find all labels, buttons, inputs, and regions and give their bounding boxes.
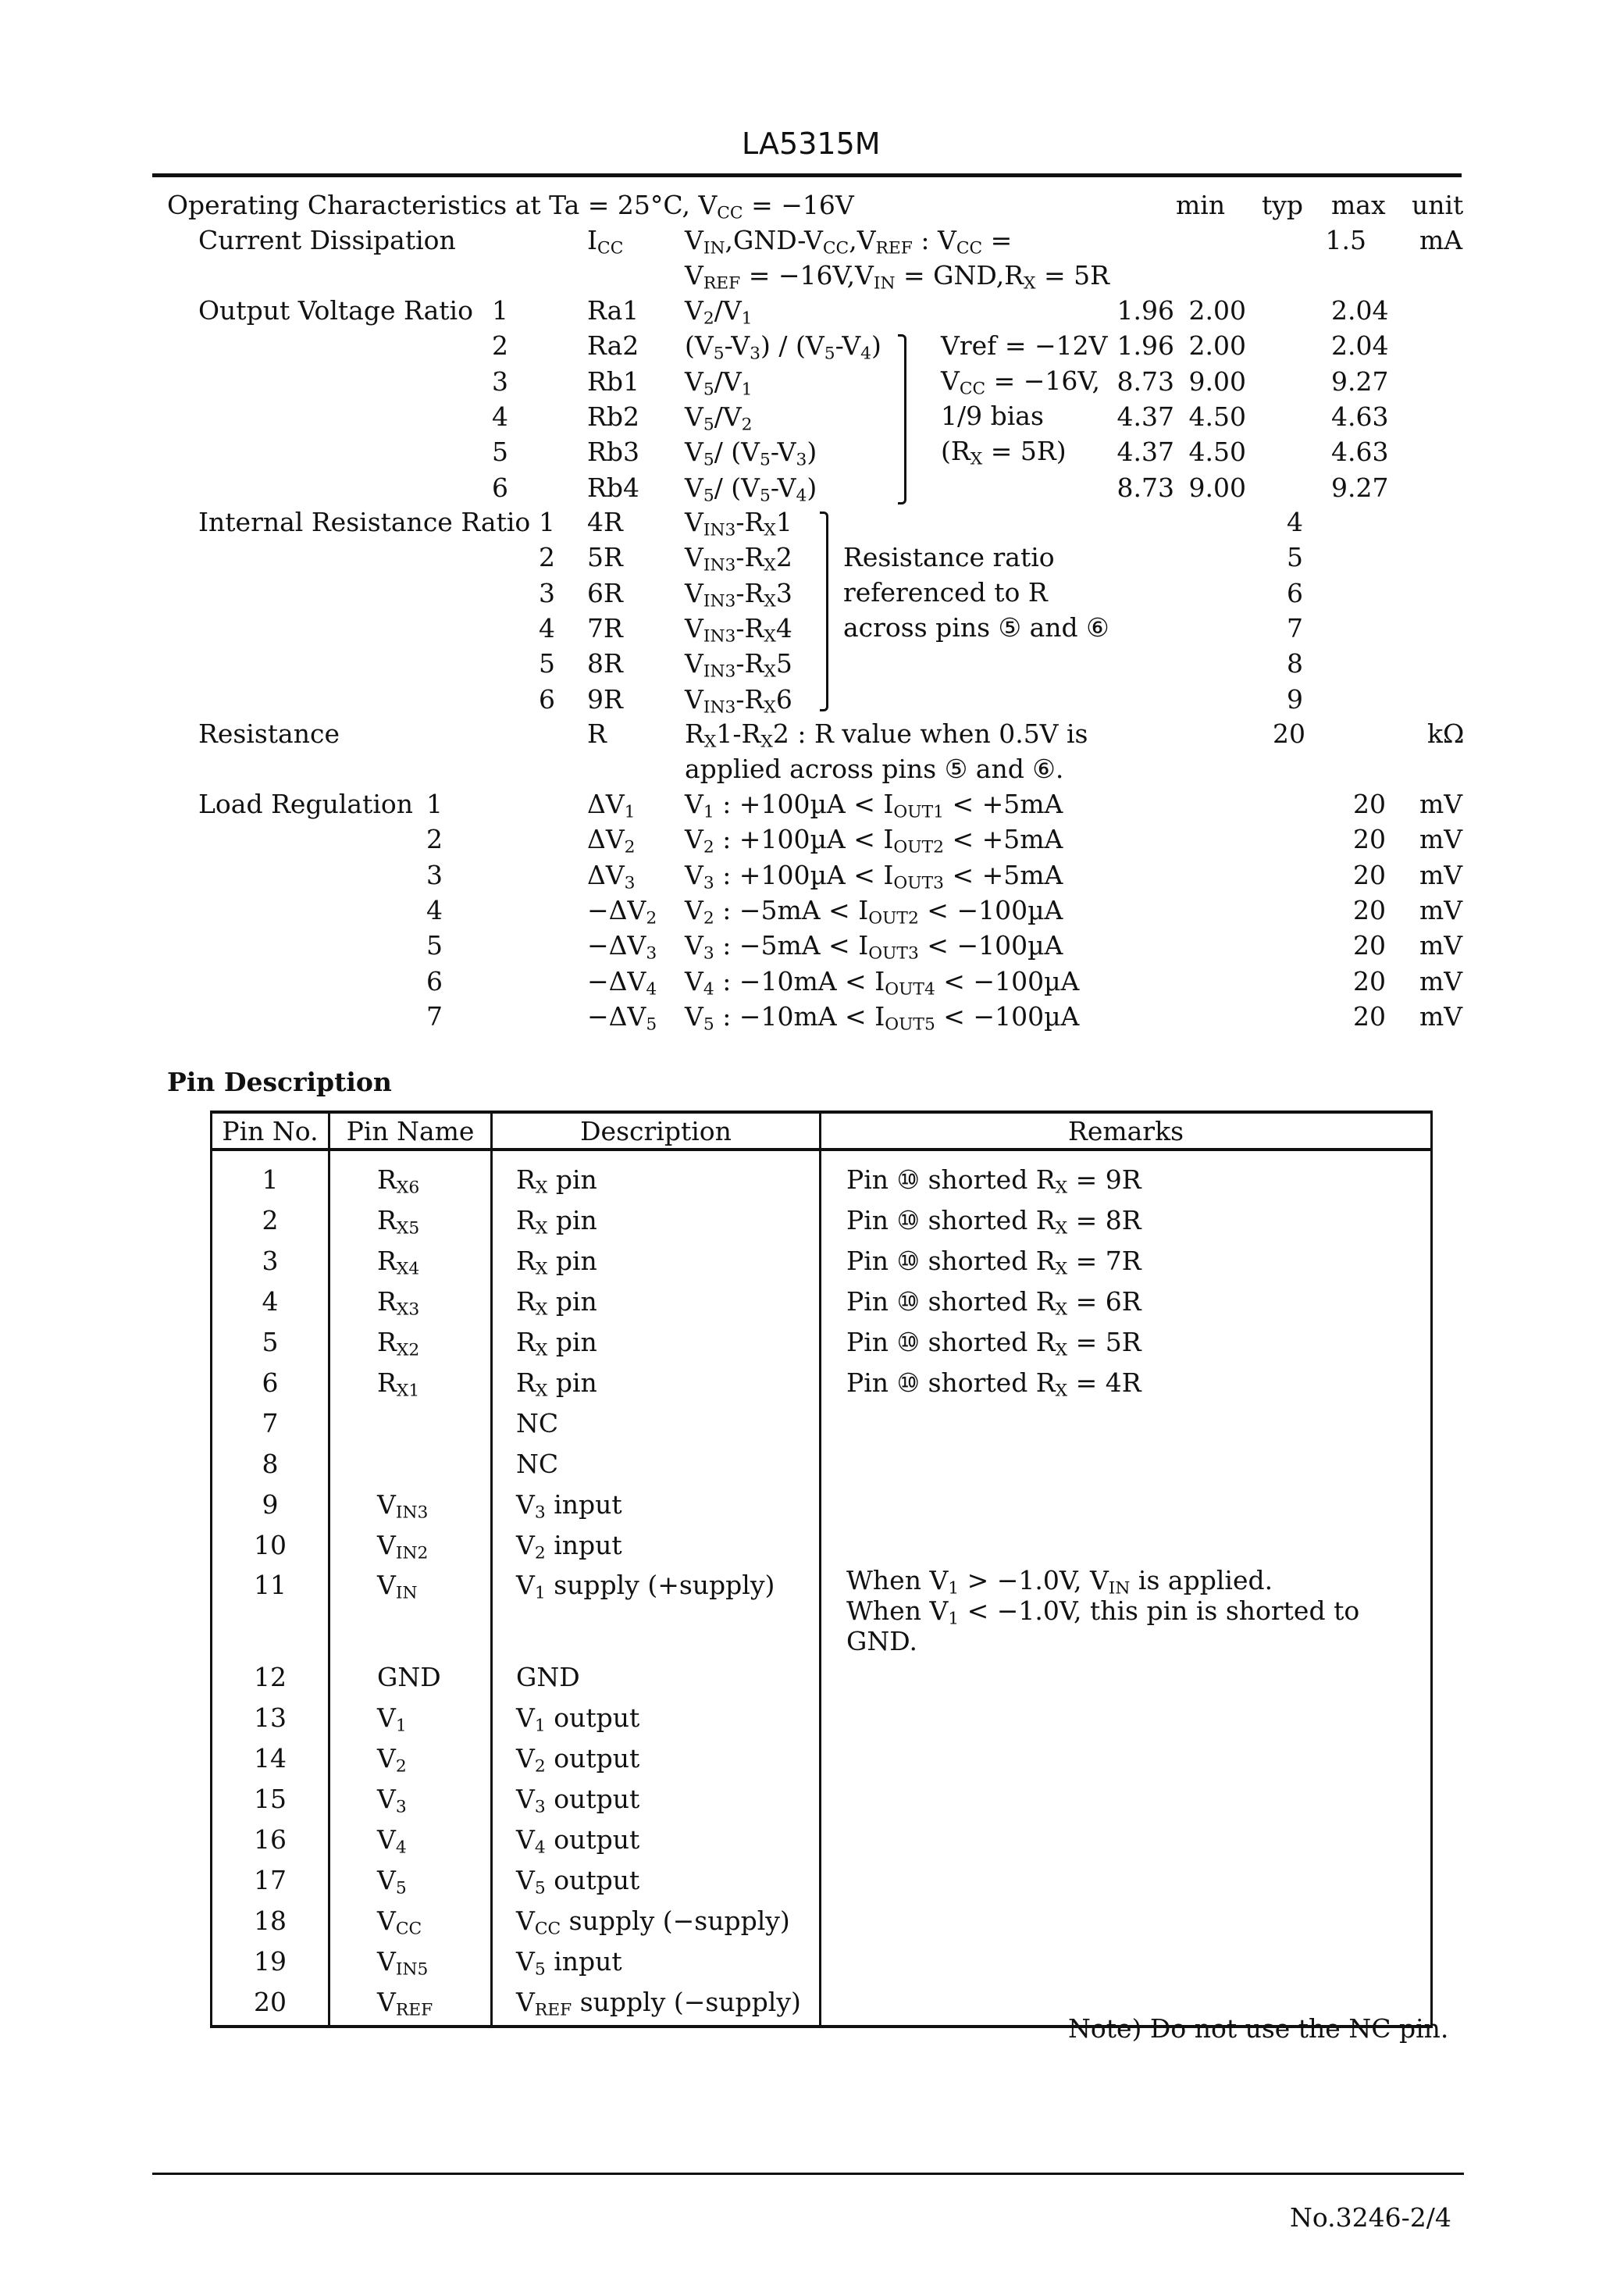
param-unit: mV <box>1419 824 1463 855</box>
pin-remarks: Pin ⑩ shorted $R_X = 4R$ <box>821 1362 1432 1403</box>
param-typ: 7 <box>1287 612 1303 643</box>
pin-name: GND <box>329 1656 492 1697</box>
pin-desc: $R_X$ pin <box>492 1321 821 1362</box>
param-max: 9.27 <box>1331 472 1389 503</box>
pin-desc: $R_X$ pin <box>492 1281 821 1321</box>
pin-note: Note) Do not use the NC pin. <box>1068 2013 1449 2044</box>
param-condition: $V_{IN3}-R_X2$ <box>685 542 792 576</box>
pin-desc: $V_3$ input <box>492 1484 821 1524</box>
column-header-pin-no: Pin No. <box>212 1112 329 1150</box>
param-condition: $V_5/V_1$ <box>685 365 753 400</box>
pin-desc: $V_5$ output <box>492 1859 821 1900</box>
ovr-common-condition-3: 1/9 bias <box>941 401 1044 431</box>
param-typ: 9 <box>1287 683 1303 715</box>
param-unit: mV <box>1419 1000 1463 1032</box>
param-typ: 6 <box>1287 577 1303 608</box>
pin-desc: $R_X$ pin <box>492 1200 821 1240</box>
param-condition: $V_5/$ $(V_5-V_3)$ <box>685 437 817 470</box>
pin-remarks <box>821 1900 1432 1941</box>
internal-resistance-ratio-label: Internal Resistance Ratio <box>198 507 531 537</box>
param-condition-line1: $V_{IN},GND-V_{CC},V_{REF}$ : $V_{CC}$ = <box>685 225 1013 258</box>
param-symbol: $I_{CC}$ <box>587 225 624 258</box>
pin-remarks <box>821 1738 1432 1778</box>
param-max: 9.27 <box>1331 365 1389 397</box>
pin-desc: $V_2$ input <box>492 1524 821 1565</box>
heading-sub: CC <box>717 203 743 223</box>
item-number: 6 <box>539 683 555 715</box>
pin-number: 4 <box>212 1281 329 1321</box>
irr-common-condition-3: across pins ⑤ and ⑥ <box>843 612 1109 643</box>
item-number: 7 <box>426 1000 443 1032</box>
table-row <box>212 1200 1432 1240</box>
item-number: 1 <box>426 789 443 819</box>
document-number: No.3246-2/4 <box>1290 2202 1451 2233</box>
param-unit: mV <box>1419 789 1463 819</box>
pin-name: $R_{X6}$ <box>329 1150 492 1200</box>
heading-text: Operating Characteristics at Ta = 25°C, V <box>167 190 718 220</box>
item-number: 4 <box>539 612 555 643</box>
param-symbol: $-\Delta V_4$ <box>587 965 657 999</box>
pin-remarks <box>821 1819 1432 1859</box>
pin-remarks: Pin ⑩ shorted $R_X = 8R$ <box>821 1200 1432 1240</box>
param-symbol: 5R <box>587 542 623 573</box>
pin-number: 11 <box>212 1565 329 1656</box>
operating-heading <box>167 190 854 221</box>
table-row <box>212 1697 1432 1738</box>
item-number: 2 <box>492 330 508 362</box>
param-symbol: Ra1 <box>587 295 639 326</box>
param-max: 20 <box>1353 824 1386 855</box>
item-number: 3 <box>539 577 555 608</box>
param-condition: $V_4$ : $-10mA < I_{OUT4} < -100\mu A$ <box>685 965 1080 999</box>
pin-remarks <box>821 1524 1432 1565</box>
pin-number: 5 <box>212 1321 329 1362</box>
param-max: 20 <box>1353 965 1386 996</box>
item-number: 2 <box>426 824 443 855</box>
param-typ: 9.00 <box>1188 365 1246 397</box>
param-unit: mV <box>1419 859 1463 890</box>
table-row <box>212 1484 1432 1524</box>
param-condition: $V_{IN3}-R_X3$ <box>685 577 792 611</box>
bracket <box>820 512 828 711</box>
item-number: 4 <box>492 401 508 432</box>
footer-rule <box>152 2173 1464 2175</box>
param-condition: $V_2$ : $+100\mu A < I_{OUT2} < +5mA$ <box>685 824 1063 857</box>
pin-number: 19 <box>212 1941 329 1981</box>
pin-desc: $R_X$ pin <box>492 1240 821 1281</box>
item-number: 5 <box>539 648 555 679</box>
pin-remarks <box>821 1778 1432 1819</box>
param-min: 1.96 <box>1116 295 1174 326</box>
pin-name: $V_4$ <box>329 1819 492 1859</box>
pin-remarks: Pin ⑩ shorted $R_X = 7R$ <box>821 1240 1432 1281</box>
param-max: 2.04 <box>1331 295 1389 326</box>
param-typ: 5 <box>1287 542 1303 573</box>
param-symbol: $-\Delta V_5$ <box>587 1000 657 1035</box>
param-condition-line2: $V_{REF} = -16V,V_{IN} = GND,R_X = 5R$ <box>685 260 1110 294</box>
pin-remarks <box>821 1697 1432 1738</box>
pin-number: 6 <box>212 1362 329 1403</box>
table-row <box>212 1900 1432 1941</box>
pin-number: 10 <box>212 1524 329 1565</box>
pin-desc: NC <box>492 1443 821 1484</box>
param-condition: $V_5/$ $(V_5-V_4)$ <box>685 472 817 505</box>
pin-name: $V_5$ <box>329 1859 492 1900</box>
pin-number: 17 <box>212 1859 329 1900</box>
param-condition: $V_{IN3}-R_X1$ <box>685 507 792 540</box>
param-max: 20 <box>1353 930 1386 961</box>
param-condition: $(V_5-V_3) / (V_5-V_4)$ <box>685 330 881 364</box>
pin-number: 20 <box>212 1981 329 2027</box>
pin-remarks <box>821 1403 1432 1443</box>
item-number: 3 <box>426 859 443 890</box>
param-symbol: $\Delta V_2$ <box>587 824 636 857</box>
pin-remarks: When $V_1 > -1.0V$, $V_{IN}$ is applied. When $V_1 < -1.0V$, this pin is shorted to GND. <box>821 1565 1432 1656</box>
param-condition: $V_{IN3}-R_X6$ <box>685 683 792 717</box>
pin-name: $V_{IN2}$ <box>329 1524 492 1565</box>
table-row <box>212 1362 1432 1403</box>
pin-name: $V_{REF}$ <box>329 1981 492 2027</box>
pin-number: 7 <box>212 1403 329 1443</box>
pin-remarks: Pin ⑩ shorted $R_X = 9R$ <box>821 1150 1432 1200</box>
pin-desc: $V_1$ output <box>492 1697 821 1738</box>
pin-number: 15 <box>212 1778 329 1819</box>
pin-name: $V_1$ <box>329 1697 492 1738</box>
pin-desc: $V_{REF}$ supply (−supply) <box>492 1981 821 2027</box>
pin-remarks: Pin ⑩ shorted $R_X = 5R$ <box>821 1321 1432 1362</box>
pin-desc: $V_2$ output <box>492 1738 821 1778</box>
pin-name: $R_{X1}$ <box>329 1362 492 1403</box>
pin-number: 9 <box>212 1484 329 1524</box>
param-condition: $V_3$ : $-5mA < I_{OUT3} < -100\mu A$ <box>685 930 1063 964</box>
param-typ: 8 <box>1287 648 1303 679</box>
param-max: 4.63 <box>1331 401 1389 432</box>
pin-remarks: Pin ⑩ shorted $R_X = 6R$ <box>821 1281 1432 1321</box>
column-header-remarks: Remarks <box>821 1112 1432 1150</box>
ovr-common-condition-2: $V_{CC} = -16V$, <box>941 365 1100 399</box>
pin-desc: $V_5$ input <box>492 1941 821 1981</box>
pin-name: $R_{X5}$ <box>329 1200 492 1240</box>
param-symbol: 9R <box>587 683 623 715</box>
pin-name <box>329 1443 492 1484</box>
param-typ: 4 <box>1287 507 1303 537</box>
param-symbol: $-\Delta V_3$ <box>587 930 657 964</box>
param-max: 1.5 <box>1325 225 1366 255</box>
param-symbol: Rb3 <box>587 437 639 468</box>
table-row <box>212 1281 1432 1321</box>
param-condition-line2: applied across pins ⑤ and ⑥. <box>685 754 1064 784</box>
table-row <box>212 1738 1432 1778</box>
param-condition: $V_2/V_1$ <box>685 295 753 329</box>
pin-name: $R_{X2}$ <box>329 1321 492 1362</box>
item-number: 1 <box>539 507 555 537</box>
table-header-row <box>212 1112 1432 1150</box>
table-row <box>212 1778 1432 1819</box>
pin-number: 16 <box>212 1819 329 1859</box>
param-min: 4.37 <box>1116 401 1174 432</box>
pin-description-heading: Pin Description <box>167 1067 392 1097</box>
irr-common-condition-1: Resistance ratio <box>843 542 1055 572</box>
pin-number: 1 <box>212 1150 329 1200</box>
param-condition: $V_{IN3}-R_X5$ <box>685 648 792 682</box>
param-typ: 2.00 <box>1188 330 1246 362</box>
param-max: 20 <box>1353 789 1386 819</box>
pin-desc: $R_X$ pin <box>492 1362 821 1403</box>
col-header-unit: unit <box>1412 190 1464 220</box>
pin-name: $V_{CC}$ <box>329 1900 492 1941</box>
pin-remarks <box>821 1656 1432 1697</box>
pin-desc: GND <box>492 1656 821 1697</box>
param-label: Resistance <box>198 718 340 749</box>
param-condition: $V_{IN3}-R_X4$ <box>685 612 792 647</box>
param-symbol: $\Delta V_3$ <box>587 859 636 893</box>
pin-name: $V_{IN3}$ <box>329 1484 492 1524</box>
header-rule <box>152 173 1462 177</box>
param-symbol: Ra2 <box>587 330 639 362</box>
param-typ: 4.50 <box>1188 401 1246 432</box>
pin-name: $V_3$ <box>329 1778 492 1819</box>
param-condition: $V_1$ : $+100\mu A < I_{OUT1} < +5mA$ <box>685 789 1063 822</box>
param-typ: 9.00 <box>1188 472 1246 503</box>
table-row <box>212 1524 1432 1565</box>
pin-number: 8 <box>212 1443 329 1484</box>
table-row <box>212 1656 1432 1697</box>
param-symbol: 7R <box>587 612 623 643</box>
pin-desc: $V_4$ output <box>492 1819 821 1859</box>
output-voltage-ratio-label: Output Voltage Ratio <box>198 295 473 326</box>
param-symbol: $\Delta V_1$ <box>587 789 636 822</box>
param-condition: $V_5/V_2$ <box>685 401 753 435</box>
table-row <box>212 1443 1432 1484</box>
item-number: 5 <box>492 437 508 468</box>
bracket <box>898 334 906 504</box>
item-number: 6 <box>492 472 508 503</box>
param-symbol: Rb2 <box>587 401 639 432</box>
ovr-common-condition-4: $(R_X = 5R)$ <box>941 436 1067 469</box>
param-min: 1.96 <box>1116 330 1174 362</box>
pin-number: 3 <box>212 1240 329 1281</box>
pin-number: 13 <box>212 1697 329 1738</box>
param-typ: 4.50 <box>1188 437 1246 468</box>
table-row <box>212 1403 1432 1443</box>
param-unit: kΩ <box>1427 718 1465 749</box>
param-max: 20 <box>1353 859 1386 890</box>
item-number: 2 <box>539 542 555 573</box>
column-header-description: Description <box>492 1112 821 1150</box>
param-max: 2.04 <box>1331 330 1389 362</box>
load-regulation-label: Load Regulation <box>198 789 413 819</box>
pin-desc: $R_X$ pin <box>492 1150 821 1200</box>
pin-number: 12 <box>212 1656 329 1697</box>
pin-number: 14 <box>212 1738 329 1778</box>
param-symbol: 8R <box>587 648 623 679</box>
pin-name: $V_{IN}$ <box>329 1565 492 1656</box>
pin-desc: $V_3$ output <box>492 1778 821 1819</box>
param-symbol: $-\Delta V_2$ <box>587 894 657 929</box>
pin-desc: $V_{CC}$ supply (−supply) <box>492 1900 821 1941</box>
param-symbol: 4R <box>587 507 623 537</box>
table-row <box>212 1859 1432 1900</box>
pin-remarks <box>821 1859 1432 1900</box>
param-typ: 20 <box>1273 718 1305 749</box>
item-number: 5 <box>426 930 443 961</box>
pin-remarks <box>821 1443 1432 1484</box>
param-label: Current Dissipation <box>198 225 456 255</box>
table-row <box>212 1321 1432 1362</box>
document-title: LA5315M <box>742 127 881 161</box>
param-unit: mA <box>1419 225 1463 255</box>
table-row <box>212 1565 1432 1656</box>
pin-name <box>329 1403 492 1443</box>
ovr-common-condition-1: Vref = −12V <box>941 330 1108 361</box>
heading-tail: = −16V <box>743 190 854 220</box>
pin-remarks <box>821 1941 1432 1981</box>
param-symbol: R <box>587 718 607 749</box>
param-symbol: Rb1 <box>587 365 639 397</box>
col-header-typ: typ <box>1262 190 1304 220</box>
param-condition: $V_2$ : $-5mA < I_{OUT2} < -100\mu A$ <box>685 894 1063 929</box>
param-max: 20 <box>1353 1000 1386 1032</box>
pin-name: $R_{X4}$ <box>329 1240 492 1281</box>
table-row <box>212 1819 1432 1859</box>
param-min: 8.73 <box>1116 472 1174 503</box>
param-min: 8.73 <box>1116 365 1174 397</box>
param-max: 4.63 <box>1331 437 1389 468</box>
item-number: 3 <box>492 365 508 397</box>
param-symbol: Rb4 <box>587 472 639 503</box>
param-typ: 2.00 <box>1188 295 1246 326</box>
param-condition: $V_3$ : $+100\mu A < I_{OUT3} < +5mA$ <box>685 859 1063 893</box>
pin-name: $V_2$ <box>329 1738 492 1778</box>
param-min: 4.37 <box>1116 437 1174 468</box>
param-condition-line1: $R_X1-R_X2$ : R value when 0.5V is <box>685 718 1088 752</box>
pin-desc: $V_1$ supply (+supply) <box>492 1565 821 1656</box>
pin-remarks <box>821 1484 1432 1524</box>
table-row <box>212 1240 1432 1281</box>
param-symbol: 6R <box>587 577 623 608</box>
pin-number: 18 <box>212 1900 329 1941</box>
param-unit: mV <box>1419 894 1463 925</box>
param-unit: mV <box>1419 930 1463 961</box>
param-max: 20 <box>1353 894 1386 925</box>
item-number: 4 <box>426 894 443 925</box>
pin-desc: NC <box>492 1403 821 1443</box>
pin-number: 2 <box>212 1200 329 1240</box>
pin-description-table <box>210 1110 1433 2028</box>
param-unit: mV <box>1419 965 1463 996</box>
irr-common-condition-2: referenced to R <box>843 577 1048 608</box>
table-row <box>212 1941 1432 1981</box>
col-header-max: max <box>1331 190 1386 220</box>
pin-name: $V_{IN5}$ <box>329 1941 492 1981</box>
col-header-min: min <box>1176 190 1226 220</box>
pin-name: $R_{X3}$ <box>329 1281 492 1321</box>
table-row <box>212 1150 1432 1200</box>
column-header-pin-name: Pin Name <box>329 1112 492 1150</box>
item-number: 1 <box>492 295 508 326</box>
param-condition: $V_5$ : $-10mA < I_{OUT5} < -100\mu A$ <box>685 1000 1080 1035</box>
item-number: 6 <box>426 965 443 996</box>
